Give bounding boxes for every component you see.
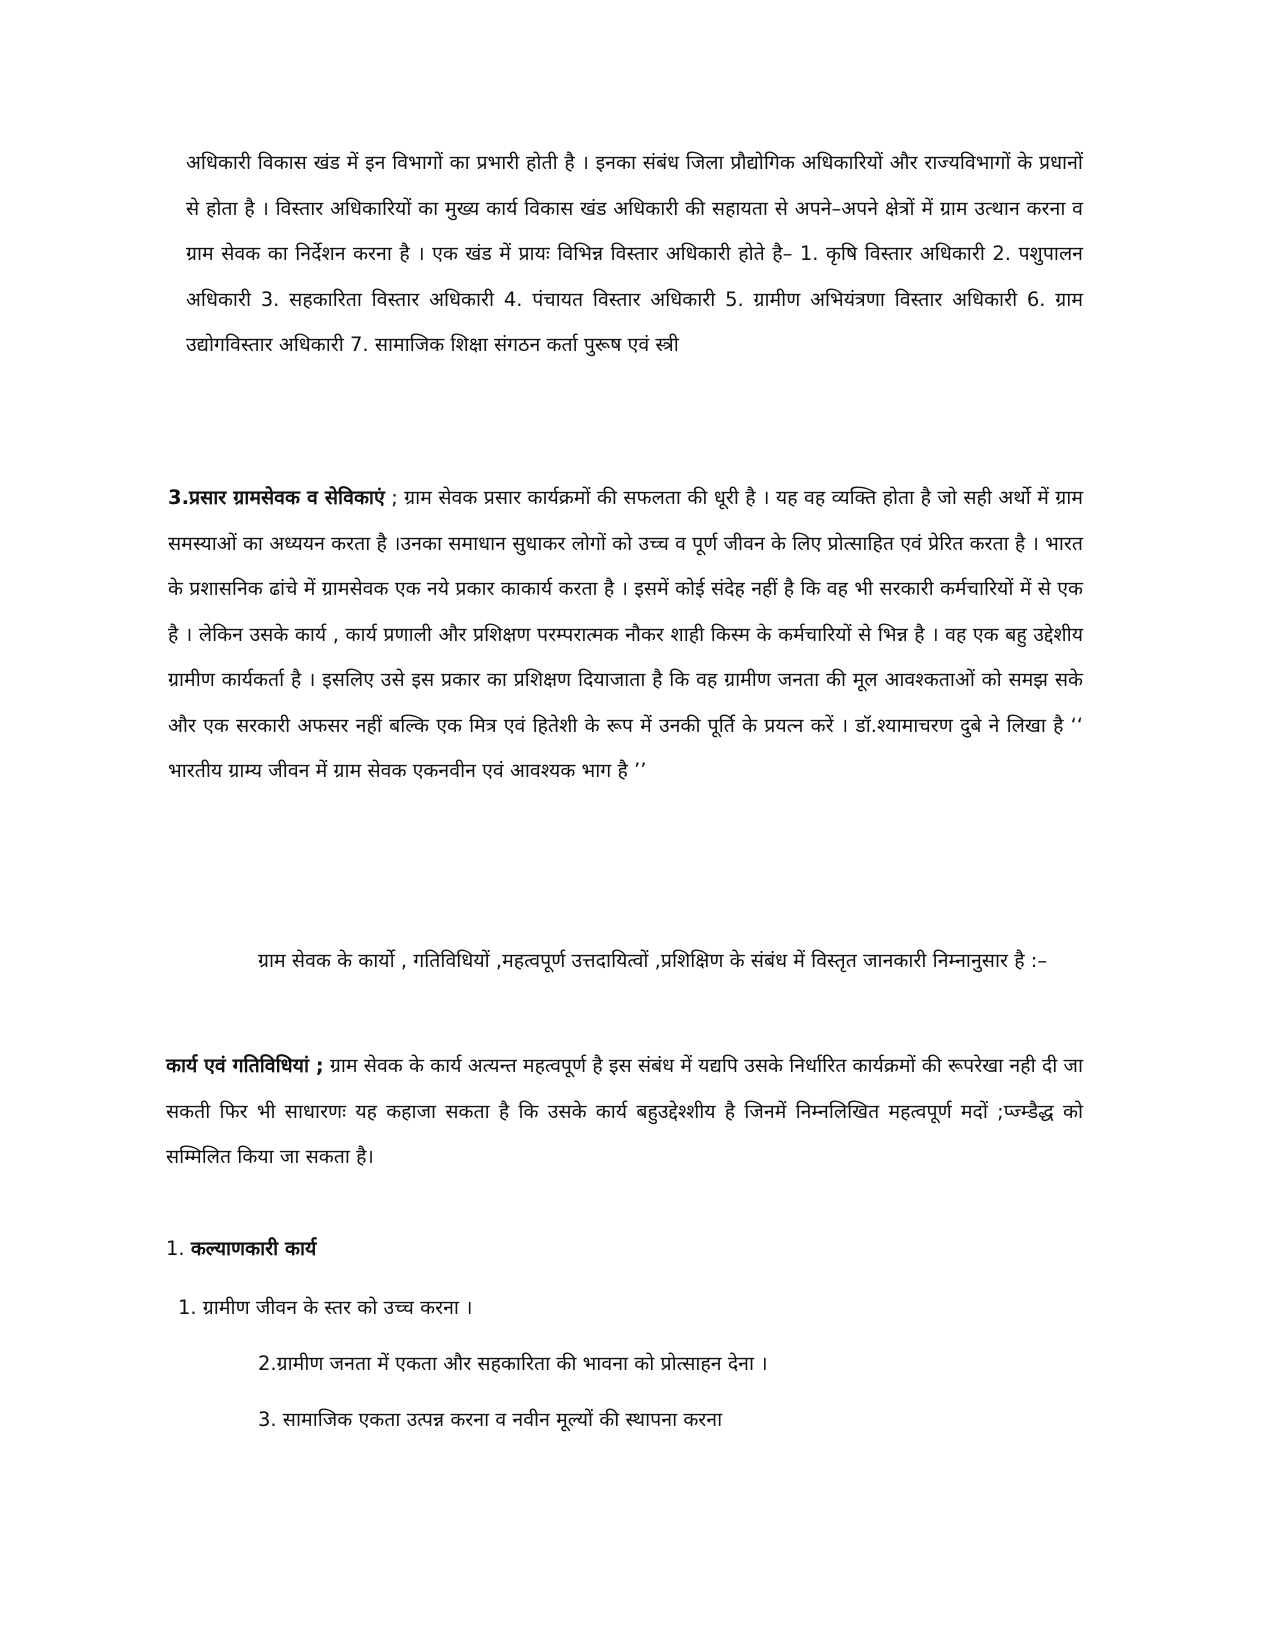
paragraph-gram-sevak-heading: 3.प्रसार ग्रामसेवक व सेविकाएं: [168, 486, 385, 509]
list-item: 1. ग्रामीण जीवन के स्तर को उच्च करना ।: [178, 1296, 473, 1319]
section-title: कल्याणकारी कार्य: [190, 1237, 317, 1260]
paragraph-work-activities-heading: कार्य एवं गतिविधियां ;: [166, 1054, 324, 1077]
paragraph-extension-officers: अधिकारी विकास खंड में इन विभागों का प्रभारी होती है । इनका संबंध जिला प्रौद्योगिक अधिकारियों और राज्यविभागों के प्रधानों से होता है । विस्तार अधिकारियों का मुख्य कार्य विकास खंड अधिकारी की सहायता से अपने–अपने क्षेत्रों में ग्राम उत्थान करना व ग्राम सेवक का निर्देशन करना है । एक खंड में प्रायः विभिन्न विस्तार अधिकारी होते है– 1. कृषि विस्तार अधिकारी 2. पशुपालन अधिकारी 3. सहकारिता विस्तार अधिकारी 4. पंचायत विस्तार अधिकारी 5. ग्रामीण अभियंत्रणा विस्तार अधिकारी 6. ग्राम उद्योगविस्तार अधिकारी 7. सामाजिक शिक्षा संगठन कर्ता पुरूष एवं स्त्री: [186, 151, 1083, 356]
paragraph-gram-sevak-details-intro: ग्राम सेवक के कार्यो , गतिविधियों ,महत्वपूर्ण उत्तदायित्वों ,प्रशिक्षिण के संबंध में विस्तृत जानकारी निम्नानुसार है :–: [258, 949, 1048, 972]
paragraph-gram-sevak: [168, 475, 1083, 794]
section-heading-welfare-work: [166, 1234, 316, 1264]
paragraph-gram-sevak-text: ; ग्राम सेवक प्रसार कार्यक्रमों की सफलता की धूरी है । यह वह व्यक्ति होता है जो सही अर्थो में ग्राम समस्याओं का अध्ययन करता है ।उनका समाधान सुधाकर लोगों को उच्च व पूर्ण जीवन के लिए प्रोत्साहित एवं प्रेरित करता है । भारत के प्रशासनिक ढांचे में ग्रामसेवक एक नये प्रकार काकार्य करता है । इसमें कोई संदेह नहीं है कि वह भी सरकारी कर्मचारियों में से एक है । लेकिन उसके कार्य , कार्य प्रणाली और प्रशिक्षण परम्परात्मक नौकर शाही किस्म के कर्मचारियों से भिन्न है । वह एक बहु उद्देशीय ग्रामीण कार्यकर्ता है । इसलिए उसे इस प्रकार का प्रशिक्षण दियाजाता है कि वह ग्रामीण जनता की मूल आवश्कताओं को समझ सके और एक सरकारी अफसर नहीं बल्कि एक मित्र एवं हितेशी के रूप में उनकी पूर्ति के प्रयत्न करें । डॉ.श्यामाचरण दुबे ने लिखा है ‘‘ भारतीय ग्राम्य जीवन में ग्राम सेवक एकनवीन एवं आवश्यक भाग है ’’: [168, 486, 1083, 782]
paragraph-work-activities-text: ग्राम सेवक के कार्य अत्यन्त महत्वपूर्ण है इस संबंध में यद्यपि उसके निर्धारित कार्यक्रमों की रूपरेखा नही दी जा सकती फिर भी साधारणः यह कहाजा सकता है कि उसके कार्य बहुउद्देश्शीय है जिनमें निम्नलिखित महत्वपूर्ण मदों ;प्ज्म्डैद्ध को सम्मिलित किया जा सकता है।: [166, 1054, 1083, 1168]
section-number: 1.: [166, 1237, 185, 1260]
list-item: 2.ग्रामीण जनता में एकता और सहकारिता की भावना को प्रोत्साहन देना ।: [258, 1352, 768, 1375]
paragraph-work-activities: [166, 1043, 1083, 1180]
list-item: 3. सामाजिक एकता उत्पन्न करना व नवीन मूल्यों की स्थापना करना: [258, 1408, 723, 1431]
